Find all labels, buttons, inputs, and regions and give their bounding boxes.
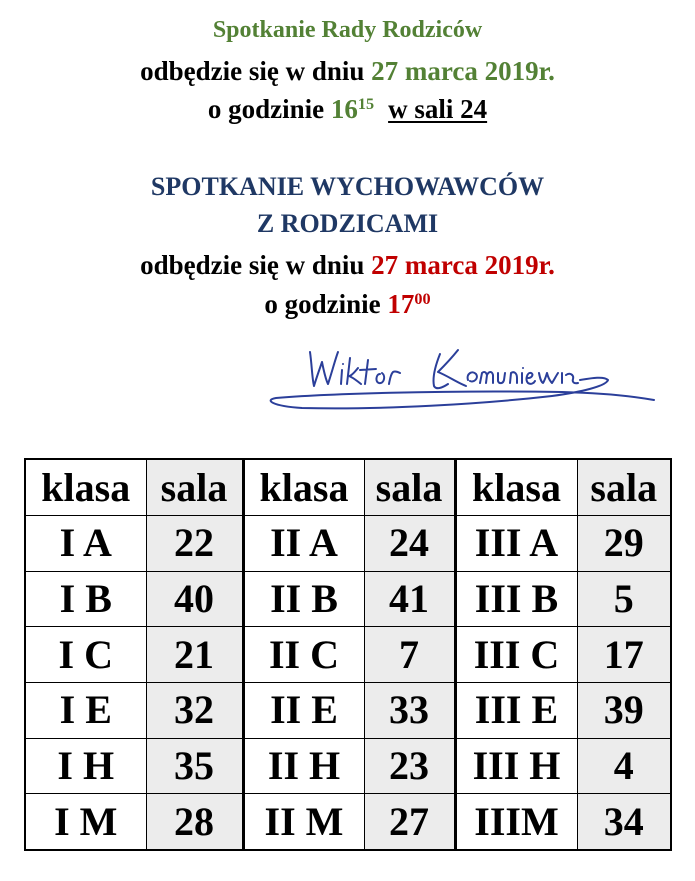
header-klasa: klasa: [25, 459, 146, 516]
room-number-cell: 24: [364, 516, 455, 572]
class-name-cell: I E: [25, 682, 146, 738]
class-name-cell: I H: [25, 738, 146, 794]
meeting-1-date-line: [0, 56, 695, 87]
class-name-cell: III E: [455, 682, 577, 738]
class-name-cell: III H: [455, 738, 577, 794]
class-name-cell: II A: [243, 516, 364, 572]
time-hour: 17: [387, 289, 415, 319]
class-name-cell: I C: [25, 627, 146, 683]
room-number-cell: 41: [364, 571, 455, 627]
class-name-cell: I M: [25, 794, 146, 850]
meeting-2-time-line: [0, 289, 695, 320]
room-number-cell: 21: [146, 627, 243, 683]
room-number-cell: 34: [577, 794, 671, 850]
room-number-cell: 27: [364, 794, 455, 850]
class-name-cell: II H: [243, 738, 364, 794]
meeting-2-title-line-2: Z RODZICAMI: [256, 209, 439, 238]
room-number-cell: 35: [146, 738, 243, 794]
meeting-1-title: Spotkanie Rady Rodziców: [212, 17, 483, 43]
meeting-1-date: 27 marca 2019r.: [371, 56, 555, 86]
header-klasa: klasa: [455, 459, 577, 516]
time-prefix: o godzinie: [207, 94, 331, 124]
table-header-row: [25, 459, 671, 516]
table-row: [25, 571, 671, 627]
time-minute: 15: [357, 95, 375, 114]
class-name-cell: I B: [25, 571, 146, 627]
room-number-cell: 17: [577, 627, 671, 683]
class-room-table: [24, 458, 672, 851]
room-number-cell: 4: [577, 738, 671, 794]
meeting-1-time-line: [0, 94, 695, 125]
meeting-2-date: 27 marca 2019r.: [371, 250, 555, 280]
date-prefix: odbędzie się w dniu: [140, 250, 372, 280]
class-name-cell: III C: [455, 627, 577, 683]
room-number-cell: 29: [577, 516, 671, 572]
table-row: [25, 738, 671, 794]
room-number-cell: 40: [146, 571, 243, 627]
time-minute: 00: [414, 290, 431, 309]
class-name-cell: II B: [243, 571, 364, 627]
class-name-cell: I A: [25, 516, 146, 572]
meeting-2-time: [387, 289, 430, 319]
table-row: [25, 794, 671, 850]
header-sala: sala: [364, 459, 455, 516]
meeting-1-time: [331, 94, 374, 124]
date-prefix: odbędzie się w dniu: [140, 56, 372, 86]
header-sala: sala: [146, 459, 243, 516]
room-number-cell: 23: [364, 738, 455, 794]
table-row: [25, 627, 671, 683]
room-number-cell: 33: [364, 682, 455, 738]
room-number-cell: 22: [146, 516, 243, 572]
header-klasa: klasa: [243, 459, 364, 516]
signature: [262, 340, 662, 420]
room-number-cell: 39: [577, 682, 671, 738]
time-hour: 16: [330, 94, 358, 124]
room-number-cell: 32: [146, 682, 243, 738]
time-prefix: o godzinie: [264, 289, 388, 319]
table-row: [25, 682, 671, 738]
room-number-cell: 28: [146, 794, 243, 850]
table-row: [25, 516, 671, 572]
class-name-cell: IIIM: [455, 794, 577, 850]
meeting-2-date-line: [0, 250, 695, 281]
meeting-2-title-line-1: SPOTKANIE WYCHOWAWCÓW: [150, 172, 545, 201]
class-name-cell: III B: [455, 571, 577, 627]
meeting-1-room: w sali 24: [388, 94, 488, 124]
header-sala: sala: [577, 459, 671, 516]
room-number-cell: 7: [364, 627, 455, 683]
class-name-cell: II M: [243, 794, 364, 850]
class-name-cell: II E: [243, 682, 364, 738]
class-name-cell: III A: [455, 516, 577, 572]
class-name-cell: II C: [243, 627, 364, 683]
room-number-cell: 5: [577, 571, 671, 627]
